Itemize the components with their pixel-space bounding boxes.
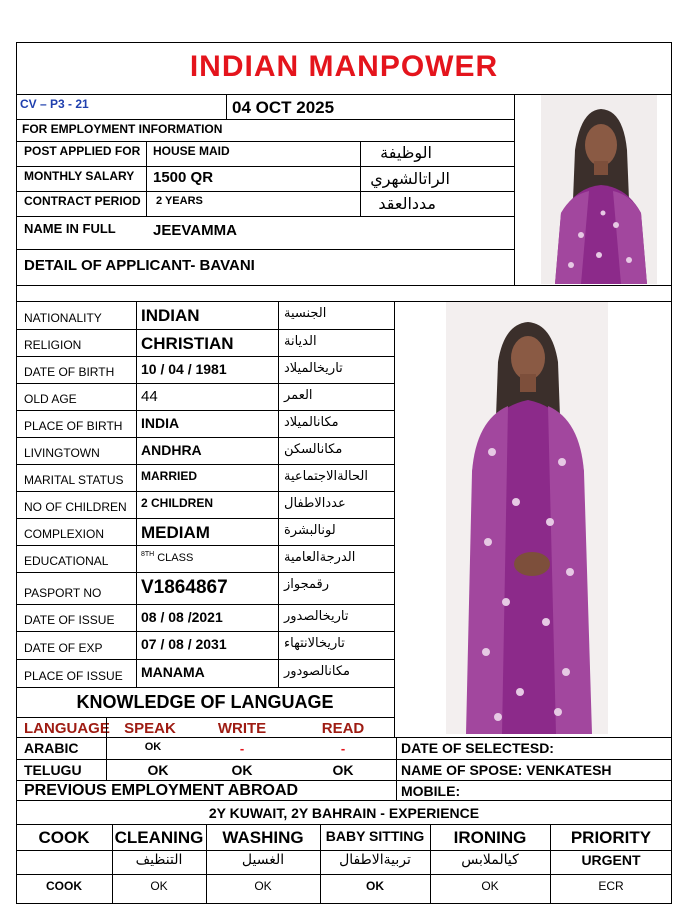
- divider: [16, 687, 394, 688]
- lang-arabic: ARABIC: [24, 740, 79, 756]
- detail-value: [141, 551, 193, 564]
- detail-arabic: الحالةالاجتماعية: [284, 469, 368, 484]
- divider: [16, 119, 514, 120]
- detail-label: PASPORT NO: [24, 586, 102, 600]
- cv-code: CV – P3 - 21: [20, 97, 89, 111]
- detail-value: 07 / 08 / 2031: [141, 636, 227, 652]
- divider: [278, 301, 279, 687]
- detail-arabic: الجنسية: [284, 306, 327, 321]
- mobile: MOBILE:: [401, 783, 461, 799]
- detail-label: LIVINGTOWN: [24, 446, 100, 460]
- detail-arabic: مكانالسكن: [284, 442, 343, 457]
- detail-value: 08 / 08 /2021: [141, 609, 223, 625]
- divider: [16, 850, 672, 851]
- cv-date: 04 OCT 2025: [232, 98, 335, 117]
- post-arabic: الوظيفة: [380, 143, 432, 162]
- skill-arabic: الغسيل: [241, 852, 285, 868]
- lang-header-write: WRITE: [217, 720, 267, 737]
- skill-header: IRONING: [453, 828, 527, 847]
- detail-label: OLD AGE: [24, 392, 77, 406]
- skill-header: BABY SITTING: [325, 828, 425, 844]
- detail-value: INDIAN: [141, 306, 200, 325]
- detail-label: DATE OF ISSUE: [24, 613, 115, 627]
- divider: [16, 737, 672, 738]
- lang-header-language: LANGUAGE: [24, 720, 110, 737]
- detail-arabic: تاريخالانتهاء: [284, 636, 345, 651]
- divider: [16, 166, 514, 167]
- contract-arabic: مددالعقد: [378, 194, 436, 213]
- divider: [16, 759, 672, 760]
- skill-arabic: كيالملابس: [461, 852, 519, 868]
- skill-arabic: URGENT: [581, 852, 641, 868]
- name-label: NAME IN FULL: [24, 221, 116, 236]
- salary-arabic: الراتالشهري: [370, 169, 450, 188]
- detail-arabic: رقمجواز: [284, 577, 330, 592]
- skill-value: OK: [481, 879, 499, 893]
- applicant-photo-large: [446, 302, 608, 734]
- divider: [16, 491, 394, 492]
- divider: [16, 437, 394, 438]
- detail-value: CHRISTIAN: [141, 334, 234, 353]
- divider: [16, 717, 394, 718]
- lang-telugu: TELUGU: [24, 762, 82, 778]
- lang-header-read: READ: [321, 720, 365, 737]
- divider: [226, 94, 227, 119]
- skill-value: COOK: [46, 879, 82, 893]
- lang-header-speak: SPEAK: [124, 720, 176, 737]
- language-title: KNOWLEDGE OF LANGUAGE: [76, 692, 334, 712]
- detail-value: MARRIED: [141, 469, 197, 483]
- detail-arabic: تاريخالصدور: [284, 609, 349, 624]
- detail-label: COMPLEXION: [24, 527, 105, 541]
- date-selected: DATE OF SELECTESD:: [401, 740, 554, 756]
- skill-header: PRIORITY: [570, 828, 652, 847]
- skill-header: CLEANING: [114, 828, 204, 847]
- detail-value: 2 CHILDREN: [141, 496, 214, 510]
- divider: [360, 141, 361, 216]
- spouse-name: NAME OF SPOSE: VENKATESH: [401, 762, 612, 778]
- divider: [16, 410, 394, 411]
- detail-arabic: تاريخالميلاد: [284, 361, 343, 376]
- experience: 2Y KUWAIT, 2Y BAHRAIN - EXPERIENCE: [208, 805, 480, 821]
- detail-label: NATIONALITY: [24, 311, 102, 325]
- contract-value: 2 YEARS: [156, 195, 203, 207]
- divider: [16, 285, 672, 286]
- divider: [16, 191, 514, 192]
- skill-value: ECR: [598, 879, 624, 893]
- detail-value: INDIA: [141, 415, 180, 431]
- detail-arabic: مكانالميلاد: [284, 415, 339, 430]
- detail-arabic: مكانالصودور: [284, 664, 350, 679]
- detail-label: DATE OF BIRTH: [24, 365, 115, 379]
- divider: [16, 800, 672, 801]
- company-title: INDIAN MANPOWER: [189, 50, 499, 83]
- detail-arabic: لونالبشرة: [284, 523, 336, 538]
- employment-section-title: FOR EMPLOYMENT INFORMATION: [22, 122, 223, 136]
- contract-label: CONTRACT PERIOD: [24, 194, 141, 208]
- detail-value: 44: [141, 388, 158, 405]
- divider: [514, 94, 515, 285]
- skill-arabic: التنظيف: [135, 852, 183, 868]
- divider: [16, 216, 514, 217]
- divider: [146, 141, 147, 216]
- detail-value: MANAMA: [141, 664, 205, 680]
- skill-header: WASHING: [222, 828, 304, 847]
- detail-label: NO OF CHILDREN: [24, 500, 127, 514]
- divider: [16, 874, 672, 875]
- divider: [394, 301, 395, 737]
- divider: [16, 824, 672, 825]
- previous-employment-title: PREVIOUS EMPLOYMENT ABROAD: [24, 782, 299, 799]
- detail-value-text: CLASS: [157, 551, 194, 564]
- lang-arabic-write: -: [239, 741, 245, 756]
- skill-value: OK: [150, 879, 168, 893]
- divider: [16, 383, 394, 384]
- detail-value: ANDHRA: [141, 442, 202, 458]
- divider: [16, 464, 394, 465]
- portrait-icon: [541, 95, 657, 284]
- detail-arabic: العمر: [284, 388, 313, 403]
- detail-arabic: الدرجةالعامية: [284, 550, 356, 565]
- name-value: JEEVAMMA: [153, 222, 237, 239]
- detail-label: PLACE OF ISSUE: [24, 669, 123, 683]
- skill-value: OK: [366, 879, 384, 893]
- detail-label: EDUCATIONAL: [24, 554, 109, 568]
- lang-telugu-read: OK: [332, 762, 354, 778]
- salary-value: 1500 QR: [153, 169, 214, 186]
- divider: [16, 141, 514, 142]
- portrait-icon: [446, 302, 608, 734]
- skill-value: OK: [254, 879, 272, 893]
- divider: [396, 737, 397, 800]
- divider: [16, 780, 672, 781]
- detail-label: PLACE OF BIRTH: [24, 419, 123, 433]
- detail-label: MARITAL STATUS: [24, 473, 124, 487]
- detail-value-sup: 8TH: [141, 551, 155, 558]
- lang-telugu-write: OK: [231, 762, 253, 778]
- detail-title: DETAIL OF APPLICANT- BAVANI: [24, 257, 255, 274]
- skill-header: COOK: [38, 828, 90, 847]
- detail-value: 10 / 04 / 1981: [141, 361, 227, 377]
- divider: [16, 631, 394, 632]
- post-value: HOUSE MAID: [153, 144, 230, 158]
- divider: [16, 545, 394, 546]
- skill-arabic: تربيةالاطفال: [339, 852, 411, 868]
- divider: [16, 329, 394, 330]
- lang-arabic-read: -: [340, 741, 346, 756]
- divider: [16, 659, 394, 660]
- salary-label: MONTHLY SALARY: [24, 169, 135, 183]
- divider: [136, 301, 137, 687]
- detail-value: MEDIAM: [141, 523, 210, 542]
- detail-value: V1864867: [141, 577, 228, 598]
- divider: [16, 356, 394, 357]
- divider: [106, 717, 107, 780]
- post-label: POST APPLIED FOR: [24, 144, 141, 158]
- lang-arabic-speak: OK: [144, 741, 162, 753]
- applicant-photo-small: [541, 95, 657, 284]
- divider: [16, 249, 514, 250]
- detail-arabic: عددالاطفال: [284, 496, 346, 511]
- divider: [16, 604, 394, 605]
- divider: [16, 572, 394, 573]
- detail-label: DATE OF EXP: [24, 641, 103, 655]
- lang-telugu-speak: OK: [147, 762, 169, 778]
- detail-label: RELIGION: [24, 338, 82, 352]
- detail-arabic: الديانة: [284, 334, 317, 349]
- divider: [16, 518, 394, 519]
